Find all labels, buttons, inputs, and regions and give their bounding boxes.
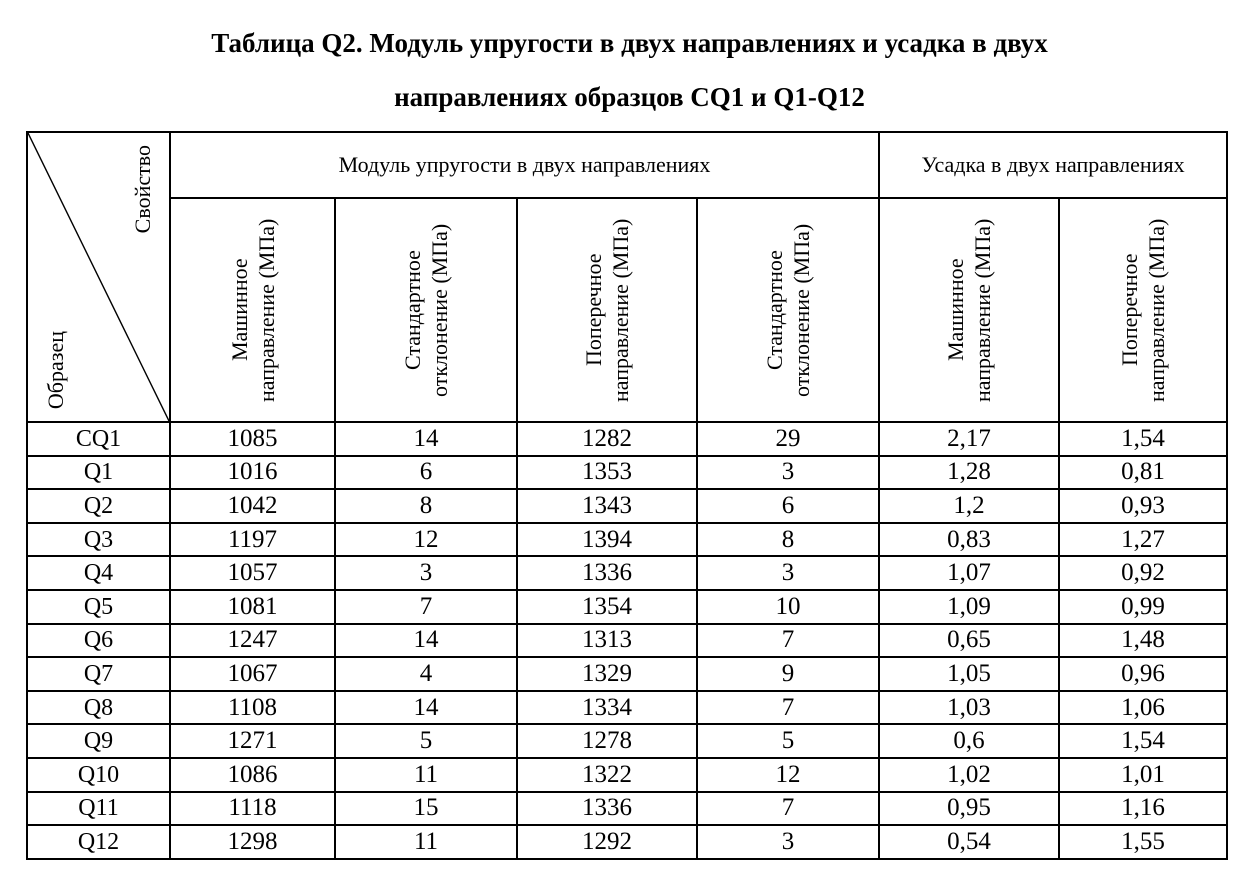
value-cell: 1,28 (879, 456, 1059, 490)
value-cell: 1,06 (1059, 691, 1227, 725)
table-row (27, 456, 1227, 490)
value-cell: 1057 (170, 556, 335, 590)
value-cell: 1042 (170, 489, 335, 523)
value-cell: 9 (697, 657, 879, 691)
value-cell: 1394 (517, 523, 697, 557)
value-cell: 15 (335, 792, 517, 826)
column-header-label: Стандартное отклонение (МПа) (400, 223, 452, 397)
corner-header-cell (27, 132, 170, 422)
value-cell: 1,01 (1059, 758, 1227, 792)
value-cell: 0,6 (879, 724, 1059, 758)
sample-name-cell: Q2 (27, 489, 170, 523)
sample-name-cell: Q4 (27, 556, 170, 590)
value-cell: 14 (335, 422, 517, 456)
table-row (27, 792, 1227, 826)
table-row (27, 556, 1227, 590)
value-cell: 1343 (517, 489, 697, 523)
value-cell: 14 (335, 624, 517, 658)
value-cell: 1081 (170, 590, 335, 624)
value-cell: 1,27 (1059, 523, 1227, 557)
value-cell: 10 (697, 590, 879, 624)
value-cell: 12 (335, 523, 517, 557)
table-row (27, 657, 1227, 691)
sample-name-cell: CQ1 (27, 422, 170, 456)
sample-name-cell: Q1 (27, 456, 170, 490)
value-cell: 1067 (170, 657, 335, 691)
table-title-line-1: Таблица Q2. Модуль упругости в двух направлениях и усадка в двух (211, 28, 1048, 58)
value-cell: 1313 (517, 624, 697, 658)
sample-name-cell: Q3 (27, 523, 170, 557)
value-cell: 11 (335, 825, 517, 859)
value-cell: 5 (335, 724, 517, 758)
value-cell: 0,96 (1059, 657, 1227, 691)
value-cell: 11 (335, 758, 517, 792)
column-header (170, 198, 335, 422)
value-cell: 7 (697, 691, 879, 725)
value-cell: 1,09 (879, 590, 1059, 624)
table-row (27, 624, 1227, 658)
value-cell: 8 (335, 489, 517, 523)
value-cell: 0,92 (1059, 556, 1227, 590)
table-row (27, 758, 1227, 792)
column-header (879, 198, 1059, 422)
value-cell: 1,2 (879, 489, 1059, 523)
sample-name-cell: Q8 (27, 691, 170, 725)
value-cell: 1247 (170, 624, 335, 658)
value-cell: 1292 (517, 825, 697, 859)
sample-name-cell: Q5 (27, 590, 170, 624)
table-row (27, 724, 1227, 758)
table-row (27, 590, 1227, 624)
value-cell: 0,83 (879, 523, 1059, 557)
value-cell: 0,65 (879, 624, 1059, 658)
group-header-shrinkage: Усадка в двух направлениях (879, 132, 1227, 198)
value-cell: 0,95 (879, 792, 1059, 826)
column-header (1059, 198, 1227, 422)
value-cell: 7 (697, 624, 879, 658)
column-header-label: Стандартное отклонение (МПа) (762, 223, 815, 397)
column-header-label: Поперечное направление (МПа) (581, 218, 633, 402)
value-cell: 1354 (517, 590, 697, 624)
value-cell: 1,02 (879, 758, 1059, 792)
value-cell: 1271 (170, 724, 335, 758)
table-row (27, 825, 1227, 859)
table-body (27, 422, 1227, 859)
value-cell: 1322 (517, 758, 697, 792)
sample-name-cell: Q9 (27, 724, 170, 758)
table-row (27, 489, 1227, 523)
value-cell: 7 (335, 590, 517, 624)
value-cell: 1,54 (1059, 724, 1227, 758)
column-header (517, 198, 697, 422)
value-cell: 1298 (170, 825, 335, 859)
value-cell: 1336 (517, 556, 697, 590)
column-header-label: Поперечное направление (МПа) (1117, 218, 1170, 402)
value-cell: 14 (335, 691, 517, 725)
value-cell: 1197 (170, 523, 335, 557)
table-row (27, 691, 1227, 725)
column-header-label: Машинное направление (МПа) (943, 218, 996, 402)
sample-name-cell: Q11 (27, 792, 170, 826)
value-cell: 1085 (170, 422, 335, 456)
table-row (27, 422, 1227, 456)
sample-name-cell: Q12 (27, 825, 170, 859)
properties-table (26, 131, 1228, 860)
value-cell: 1118 (170, 792, 335, 826)
value-cell: 6 (335, 456, 517, 490)
value-cell: 3 (697, 456, 879, 490)
value-cell: 0,81 (1059, 456, 1227, 490)
value-cell: 1336 (517, 792, 697, 826)
value-cell: 0,99 (1059, 590, 1227, 624)
value-cell: 1,54 (1059, 422, 1227, 456)
value-cell: 1016 (170, 456, 335, 490)
value-cell: 2,17 (879, 422, 1059, 456)
value-cell: 3 (697, 556, 879, 590)
value-cell: 12 (697, 758, 879, 792)
value-cell: 1,07 (879, 556, 1059, 590)
value-cell: 7 (697, 792, 879, 826)
sample-name-cell: Q7 (27, 657, 170, 691)
value-cell: 4 (335, 657, 517, 691)
value-cell: 3 (697, 825, 879, 859)
value-cell: 1108 (170, 691, 335, 725)
value-cell: 1278 (517, 724, 697, 758)
value-cell: 8 (697, 523, 879, 557)
table-title-line-2: направлениях образцов CQ1 и Q1-Q12 (394, 82, 865, 112)
value-cell: 1,55 (1059, 825, 1227, 859)
value-cell: 1353 (517, 456, 697, 490)
value-cell: 1,48 (1059, 624, 1227, 658)
value-cell: 1282 (517, 422, 697, 456)
value-cell: 3 (335, 556, 517, 590)
table-row (27, 523, 1227, 557)
value-cell: 1,16 (1059, 792, 1227, 826)
value-cell: 1329 (517, 657, 697, 691)
column-header (697, 198, 879, 422)
value-cell: 1086 (170, 758, 335, 792)
value-cell: 1,03 (879, 691, 1059, 725)
sample-label: Образец (43, 330, 68, 409)
column-header (335, 198, 517, 422)
column-header-label: Машинное направление (МПа) (226, 218, 279, 402)
value-cell: 0,54 (879, 825, 1059, 859)
value-cell: 0,93 (1059, 489, 1227, 523)
sample-name-cell: Q10 (27, 758, 170, 792)
value-cell: 29 (697, 422, 879, 456)
value-cell: 1334 (517, 691, 697, 725)
sample-name-cell: Q6 (27, 624, 170, 658)
value-cell: 1,05 (879, 657, 1059, 691)
value-cell: 5 (697, 724, 879, 758)
value-cell: 6 (697, 489, 879, 523)
property-label: Свойство (130, 145, 155, 234)
group-header-modulus: Модуль упругости в двух направлениях (170, 132, 879, 198)
